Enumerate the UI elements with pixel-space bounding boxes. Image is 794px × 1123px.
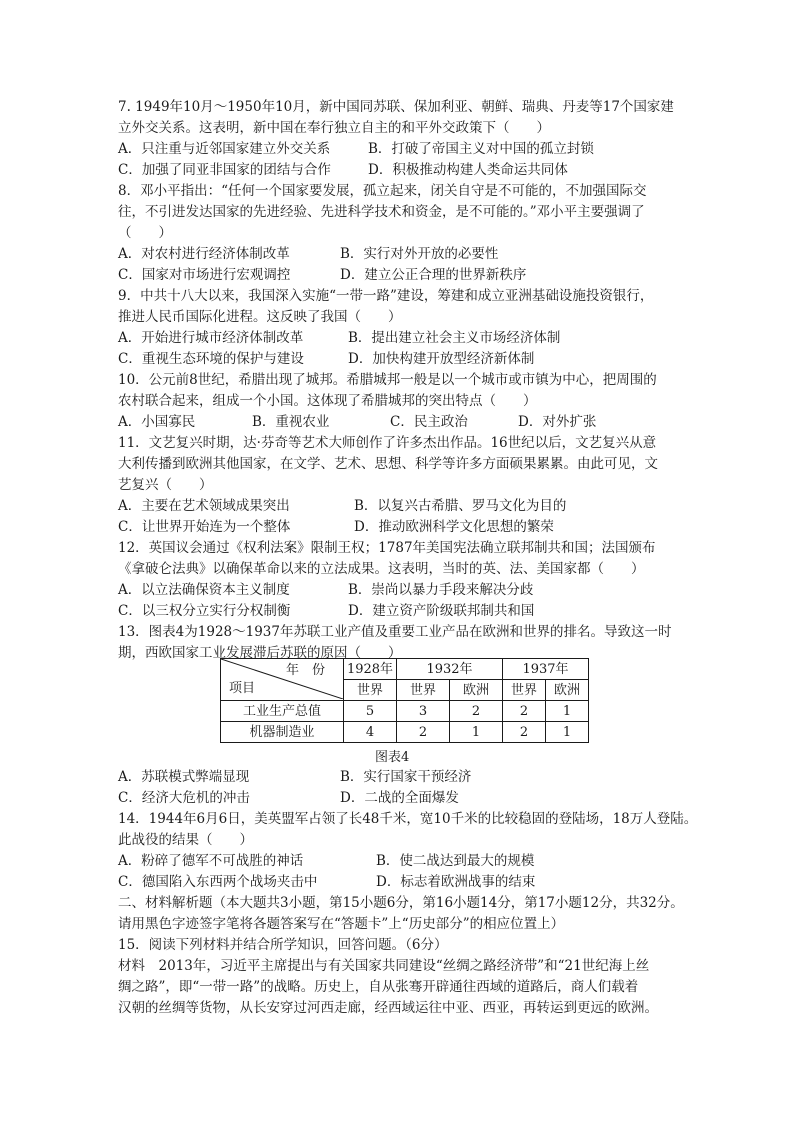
- year-1937: 1937年: [503, 659, 589, 680]
- q11-option-d: D．推动欧洲科学文化思想的繁荣: [354, 519, 554, 535]
- q11-option-a: A．主要在艺术领域成果突出: [118, 498, 290, 514]
- q14-stem-line1: 14．1944年6月6日，美英盟军占领了长48千米，宽10千米的比较稳固的登陆场，18万人登陆。: [118, 811, 698, 827]
- section2-heading-line1: 二、材料解析题（本大题共3小题，第15小题6分，第16小题14分，第17小题12分，共32分。: [118, 895, 684, 911]
- q11-option-c: C．让世界开始连为一个整体: [118, 519, 291, 535]
- q7-stem-line1: 7. 1949年10月～1950年10月，新中国同苏联、保加利亚、朝鲜、瑞典、丹麦等17个国家建: [118, 99, 674, 115]
- q13-option-a: A．苏联模式弊端显现: [118, 769, 250, 785]
- q12-stem-line1: 12．英国议会通过《权利法案》限制王权；1787年美国宪法确立联邦制共和国；法国颁布: [118, 540, 656, 556]
- q8-stem-line2: 往，不引进发达国家的先进经验、先进科学技术和资金，是不可能的。”邓小平主要强调了: [118, 204, 645, 220]
- q13-stem-line2: 期，西欧国家工业发展滞后苏联的原因（ ）: [118, 645, 402, 661]
- q12-option-d: D．建立资产阶级联邦制共和国: [348, 603, 535, 619]
- sub-header: 世界: [344, 680, 397, 701]
- table-cell: 1: [450, 722, 503, 743]
- q14-option-d: D．标志着欧洲战事的结束: [376, 874, 536, 890]
- q9-option-c: C．重视生态环境的保护与建设: [118, 351, 304, 367]
- table-caption: 图表4: [375, 750, 410, 765]
- q10-stem-line1: 10．公元前8世纪，希腊出现了城邦。希腊城邦一般是以一个城市或市镇为中心，把周围的: [118, 372, 657, 388]
- q7-option-c: C．加强了同亚非国家的团结与合作: [118, 162, 331, 178]
- q13-option-c: C．经济大危机的冲击: [118, 790, 250, 806]
- q11-stem-line2: 大利传播到欧洲其他国家，在文学、艺术、思想、科学等许多方面硕果累累。由此可见，文: [118, 456, 658, 472]
- q12-option-b: B．崇尚以暴力手段来解决分歧: [348, 582, 534, 598]
- q15-material-line1: 材料 2013年，习近平主席提出与有关国家共同建设“丝绸之路经济带”和“21世纪海上丝: [118, 958, 650, 974]
- q15-material-line3: 汉朝的丝绸等货物，从长安穿过河西走廊，经西域运往中亚、西亚，再转运到更远的欧洲。: [118, 1000, 658, 1016]
- row-label: 工业生产总值: [221, 701, 344, 722]
- q9-option-d: D．加快构建开放型经济新体制: [348, 351, 535, 367]
- q7-option-d: D．积极推动构建人类命运共同体: [368, 162, 568, 178]
- q10-options: [118, 412, 678, 433]
- q14-option-a: A．粉碎了德军不可战胜的神话: [118, 853, 304, 869]
- q8-option-d: D．建立公正合理的世界新秩序: [340, 267, 527, 283]
- q11-stem-line1: 11．文艺复兴时期，达·芬奇等艺术大师创作了许多杰出作品。16世纪以后，文艺复兴从意: [118, 435, 657, 451]
- q10-option-c: C．民主政治: [390, 414, 468, 430]
- table-cell: 3: [397, 701, 450, 722]
- q10-stem-line2: 农村联合起来，组成一个小国。这体现了希腊城邦的突出特点（ ）: [118, 393, 537, 409]
- header-item-label: 项目: [229, 681, 256, 696]
- q12-option-c: C．以三权分立实行分权制衡: [118, 603, 291, 619]
- q7-option-a: A．只注重与近邻国家建立外交关系: [118, 141, 331, 157]
- q15-stem: 15．阅读下列材料并结合所学知识，回答问题。（6分）: [118, 937, 448, 953]
- year-1932: 1932年: [397, 659, 503, 680]
- header-year-label: 年 份: [285, 663, 325, 678]
- q8-stem-line1: 8．邓小平指出：“任何一个国家要发展，孤立起来，闭关自守是不可能的，不加强国际交: [118, 183, 647, 199]
- industry-ranking-table: [220, 658, 589, 743]
- table-cell: 2: [397, 722, 450, 743]
- q9-option-b: B．提出建立社会主义市场经济体制: [348, 330, 561, 346]
- q15-material-line2: 绸之路”，即“一带一路”的战略。历史上，自从张骞开辟通往西域的道路后，商人们载着: [118, 979, 639, 995]
- q14-option-c: C．德国陷入东西两个战场夹击中: [118, 874, 318, 890]
- q8-stem-line3: （ ）: [118, 225, 172, 241]
- table-cell: 1: [546, 701, 589, 722]
- sub-header: 世界: [397, 680, 450, 701]
- year-1928: 1928年: [344, 659, 397, 680]
- table-cell: 2: [450, 701, 503, 722]
- q11-stem-line3: 艺复兴（ ）: [118, 477, 213, 493]
- q14-option-b: B．使二战达到最大的规模: [376, 853, 535, 869]
- q9-stem-line1: 9．中共十八大以来，我国深入实施“一带一路”建设，筹建和成立亚洲基础设施投资银行，: [118, 288, 654, 304]
- sub-header: 欧洲: [450, 680, 503, 701]
- q12-option-a: A．以立法确保资本主义制度: [118, 582, 290, 598]
- table-cell: 2: [503, 722, 546, 743]
- q8-option-b: B．实行对外开放的必要性: [340, 246, 499, 262]
- row-label: 机器制造业: [221, 722, 344, 743]
- table-cell: 4: [344, 722, 397, 743]
- q9-stem-line2: 推进人民币国际化进程。这反映了我国（ ）: [118, 309, 402, 325]
- table-corner-header: [221, 659, 344, 701]
- section2-heading-line2: 请用黑色字迹签字笔将各题答案写在“答题卡”上“历史部分”的相应位置上）: [118, 916, 565, 932]
- q8-option-c: C．国家对市场进行宏观调控: [118, 267, 291, 283]
- q10-option-b: B．重视农业: [252, 414, 330, 430]
- table-row: [221, 722, 589, 743]
- table-cell: 5: [344, 701, 397, 722]
- q13-option-b: B．实行国家干预经济: [340, 769, 472, 785]
- q13-stem-line1: 13．图表4为1928～1937年苏联工业产值及重要工业产品在欧洲和世界的排名。导致这一时: [118, 624, 672, 640]
- q10-option-a: A．小国寡民: [118, 414, 196, 430]
- q9-option-a: A．开始进行城市经济体制改革: [118, 330, 304, 346]
- q7-option-b: B．打破了帝国主义对中国的孤立封锁: [368, 141, 594, 157]
- table-cell: 1: [546, 722, 589, 743]
- q11-option-b: B．以复兴古希腊、罗马文化为目的: [354, 498, 567, 514]
- q12-stem-line2: 《拿破仑法典》以确保革命以来的立法成果。这表明，当时的英、法、美国家都（ ）: [118, 561, 645, 577]
- q13-option-d: D．二战的全面爆发: [340, 790, 459, 806]
- q7-stem-line2: 立外交关系。这表明，新中国在奉行独立自主的和平外交政策下（ ）: [118, 120, 550, 136]
- q14-stem-line2: 此战役的结果（ ）: [118, 832, 253, 848]
- sub-header: 欧洲: [546, 680, 589, 701]
- q10-option-d: D．对外扩张: [518, 414, 597, 430]
- table-row: [221, 701, 589, 722]
- table-cell: 2: [503, 701, 546, 722]
- sub-header: 世界: [503, 680, 546, 701]
- q8-option-a: A．对农村进行经济体制改革: [118, 246, 290, 262]
